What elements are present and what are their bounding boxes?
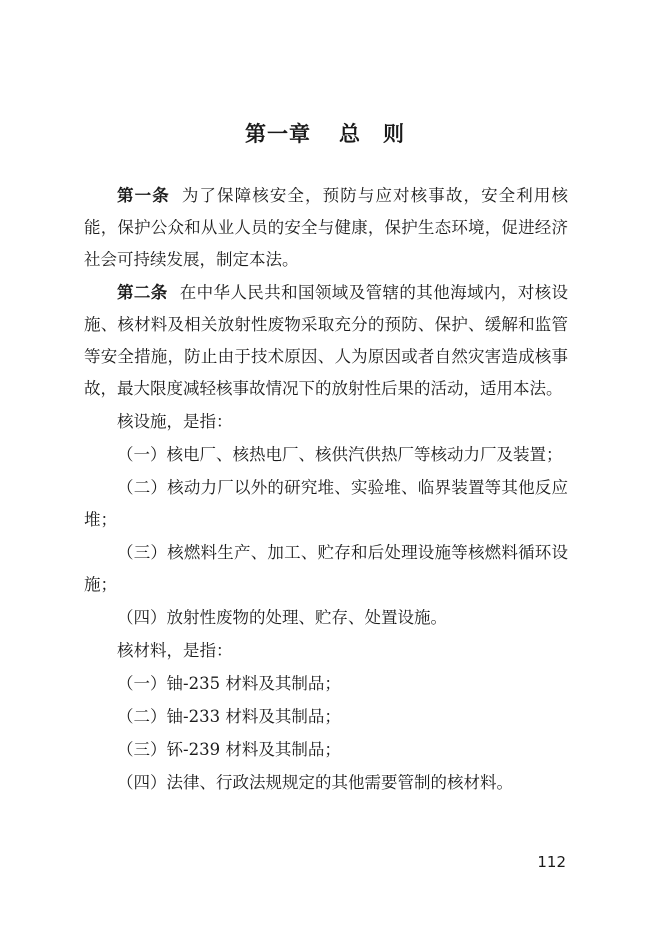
article-1 (84, 180, 568, 276)
list-item: （四）法律、行政法规规定的其他需要管制的核材料。 (117, 773, 513, 792)
article-label: 第一条 (117, 186, 170, 205)
list-item: （三）核燃料生产、加工、贮存和后处理设施等核燃料循环设施； (84, 543, 568, 594)
chapter-body (84, 180, 568, 800)
article-label: 第二条 (117, 283, 168, 302)
nuclear-facilities-intro: 核设施，是指： (117, 412, 233, 431)
chapter-number: 第一章 (245, 122, 311, 146)
nuclear-materials-intro: 核材料，是指： (117, 641, 233, 660)
article-2 (84, 277, 568, 405)
list-item: （二）核动力厂以外的研究堆、实验堆、临界装置等其他反应堆； (84, 478, 568, 529)
list-item: （四）放射性废物的处理、贮存、处置设施。 (117, 608, 447, 627)
list-item: （一）铀-235 材料及其制品； (117, 674, 341, 693)
article-text: 为了保障核安全，预防与应对核事故，安全利用核能，保护公众和从业人员的安全与健康，保护生态环境，促进经济社会可持续发展，制定本法。 (84, 186, 569, 269)
list-item: （一）核电厂、核热电厂、核供汽供热厂等核动力厂及装置； (117, 445, 563, 464)
article-text: 在中华人民共和国领域及管辖的其他海域内，对核设施、核材料及相关放射性废物采取充分的预防、保护、缓解和监管等安全措施，防止由于技术原因、人为原因或者自然灾害造成核事故，最大限度减轻核事故情况下的放射性后果的活动，适用本法。 (84, 283, 569, 398)
chapter-title: 总 则 (339, 122, 405, 146)
page-number: 112 (537, 853, 566, 871)
list-item: （三）钚-239 材料及其制品； (117, 740, 341, 759)
list-item: （二）铀-233 材料及其制品； (117, 707, 341, 726)
chapter-heading (0, 118, 650, 148)
